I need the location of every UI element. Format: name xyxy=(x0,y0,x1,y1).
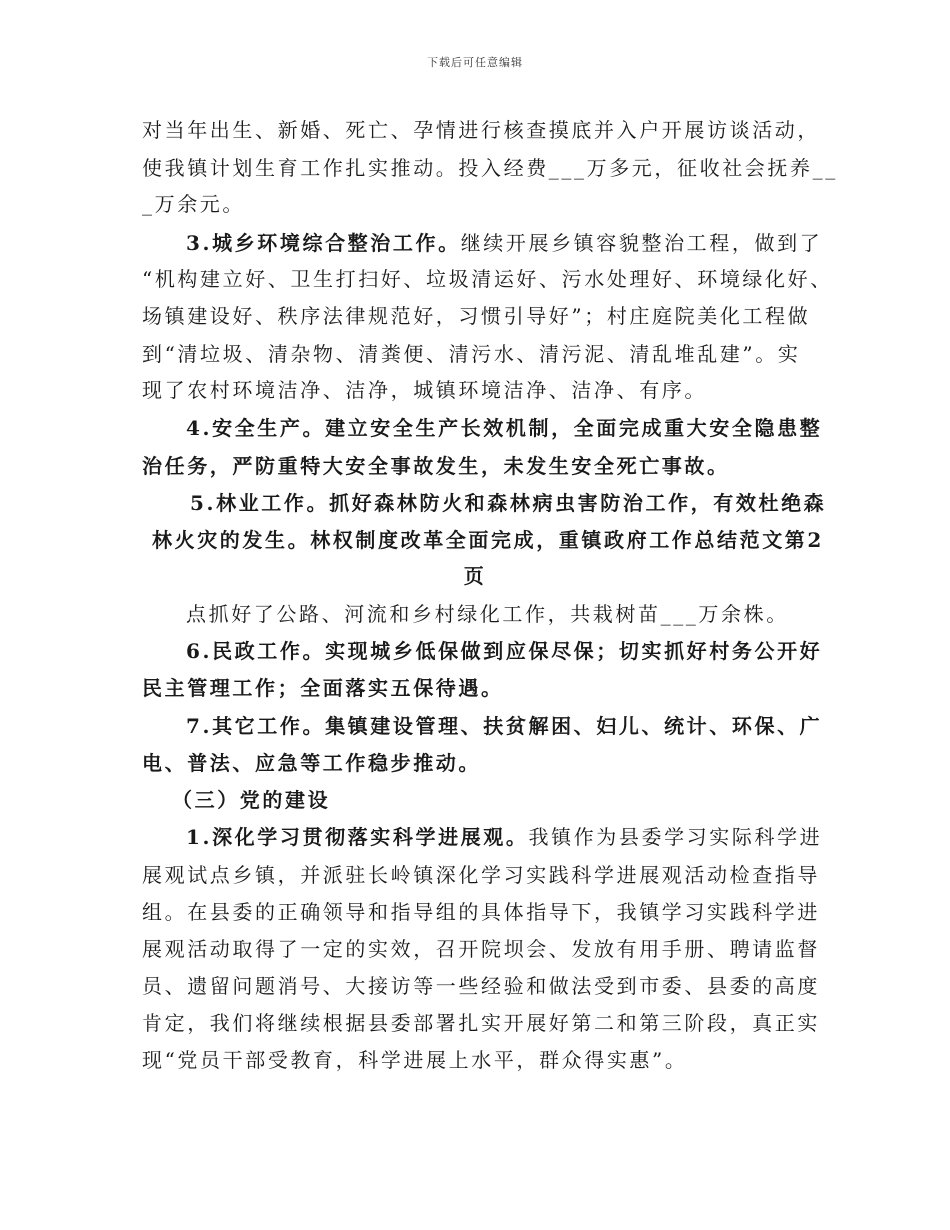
body-line xyxy=(142,300,810,329)
text-run: 使我镇计划生育工作扎实推动。投入经费___万多元，征收社会抚养__ xyxy=(142,156,838,180)
body-line xyxy=(142,859,820,888)
body-line xyxy=(142,152,838,181)
text-run: 展观活动取得了一定的实效，召开院坝会、发放有用手册、聘请监督 xyxy=(142,937,820,961)
section-heading: 4.安全生产。建立安全生产长效机制，全面完成重大安全隐患整 xyxy=(186,416,823,440)
text-run: 现“党员干部受教育，科学进展上水平，群众得实惠”。 xyxy=(142,1048,688,1072)
text-run: 林火灾的发生。林权制度改革全面完成，重镇政府工作总结范文第2 xyxy=(152,528,824,552)
body-line xyxy=(142,450,730,479)
body-line xyxy=(142,374,707,403)
body-line xyxy=(142,114,820,143)
page-header-note: 下载后可任意编辑 xyxy=(427,56,523,69)
text-run: 电、普法、应急等工作稳步推动。 xyxy=(142,751,481,775)
body-line xyxy=(142,896,820,925)
text-run: 到“清垃圾、清杂物、清粪便、清污水、清污泥、清乱堆乱建”。实 xyxy=(142,342,801,366)
page-number-line xyxy=(0,560,950,589)
body-line xyxy=(152,524,824,553)
section-heading: 1.深化学习贯彻落实科学进展观。 xyxy=(186,825,529,849)
body-line xyxy=(142,1007,820,1036)
body-line xyxy=(142,338,800,367)
text-run: 点抓好了公路、河流和乡村绿化工作，共栽树苗___万余株。 xyxy=(186,602,789,626)
body-line xyxy=(186,598,789,627)
section-heading: 6.民政工作。实现城乡低保做到应保尽保；切实抓好村务公开好 xyxy=(186,639,823,663)
body-line xyxy=(142,1044,687,1073)
text-run: 治任务，严防重特大安全事故发生，未发生安全死亡事故。 xyxy=(142,454,730,478)
text-run: 对当年出生、新婚、死亡、孕情进行核查摸底并入户开展访谈活动， xyxy=(142,118,820,142)
section-heading: 5.林业工作。抓好森林防火和森林病虫害防治工作，有效杜绝森 xyxy=(190,491,827,515)
text-run: 我镇作为县委学习实际科学进 xyxy=(528,825,823,849)
body-line xyxy=(142,263,833,292)
text-run: “机构建立好、卫生打扫好、垃圾清运好、污水处理好、环境绿化好、 xyxy=(142,267,833,291)
text-run: 员、遗留问题消号、大接访等一些经验和做法受到市委、县委的高度 xyxy=(142,974,820,998)
section-heading-line xyxy=(186,412,822,441)
text-run: 继续开展乡镇容貌整治工程，做到了 xyxy=(460,231,823,255)
body-line xyxy=(142,188,245,217)
text-run: 展观试点乡镇，并派驻长岭镇深化学习实践科学进展观活动检查指导 xyxy=(142,863,820,887)
text-run: 现了农村环境洁净、洁净，城镇环境洁净、洁净、有序。 xyxy=(142,378,707,402)
section-heading: 3.城乡环境综合整治工作。 xyxy=(186,231,461,255)
section-heading-line xyxy=(186,227,822,256)
subsection-heading xyxy=(172,784,330,813)
text-run: 场镇建设好、秩序法律规范好，习惯引导好”；村庄庭院美化工程做 xyxy=(142,304,811,328)
text-run: 民主管理工作；全面落实五保待遇。 xyxy=(142,676,504,700)
text-run: _万余元。 xyxy=(142,192,245,216)
body-line xyxy=(142,970,820,999)
text-run: 页 xyxy=(463,564,487,588)
text-run: 肯定，我们将继续根据县委部署扎实开展好第二和第三阶段，真正实 xyxy=(142,1011,820,1035)
section-heading-line xyxy=(186,710,822,739)
body-line xyxy=(142,672,504,701)
section-heading-line xyxy=(186,821,822,850)
section-heading: 7.其它工作。集镇建设管理、扶贫解困、妇儿、统计、环保、广 xyxy=(186,714,823,738)
text-run: 组。在县委的正确领导和指导组的具体指导下，我镇学习实践科学进 xyxy=(142,900,820,924)
section-heading-line xyxy=(186,635,822,664)
section-heading-line xyxy=(190,487,826,516)
body-line xyxy=(142,747,481,776)
text-run: （三）党的建设 xyxy=(172,788,331,812)
body-line xyxy=(142,933,820,962)
